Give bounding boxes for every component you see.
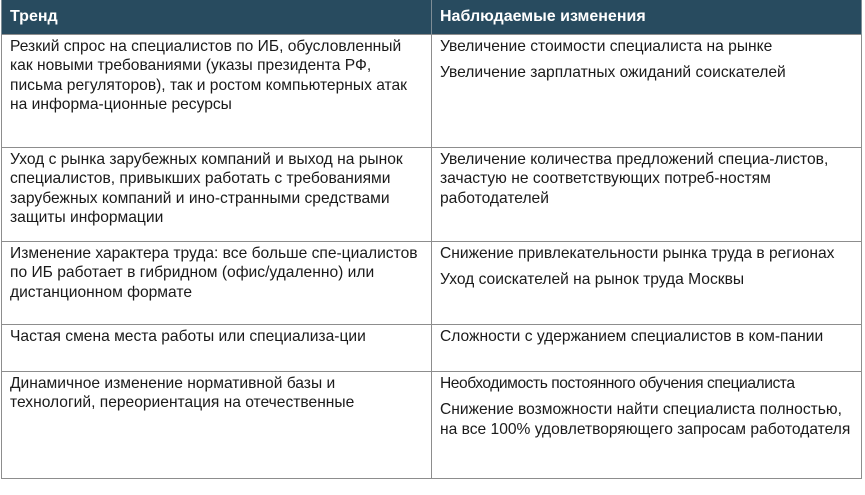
table-row xyxy=(2,242,862,325)
change-text: Необходимость постоянного обучения специалиста xyxy=(440,375,795,392)
trend-cell xyxy=(2,148,432,242)
trend-cell xyxy=(2,372,432,479)
changes-cell xyxy=(432,372,862,479)
trends-table xyxy=(1,0,862,479)
change-text: Увеличение стоимости специалиста на рынке xyxy=(440,38,773,55)
changes-cell xyxy=(432,148,862,242)
table-row xyxy=(2,372,862,479)
trend-text: Частая смена места работы или специализа-ции xyxy=(10,328,366,345)
change-text: Уход соискателей на рынок труда Москвы xyxy=(440,271,745,289)
table-row xyxy=(2,148,862,242)
changes-cell xyxy=(432,35,862,148)
trend-text: Изменение характера труда: все больше спе-циалистов по ИБ работает в гибридном (офис/удаленно) или дистанционном формате xyxy=(10,245,418,301)
changes-cell xyxy=(432,325,862,372)
change-text: Увеличение количества предложений специа-листов, зачастую не соответствующих потреб-ностям работодателей xyxy=(440,151,829,207)
header-trend: Тренд xyxy=(2,0,432,35)
change-text: Сложности с удержанием специалистов в ком-пании xyxy=(440,328,824,345)
trend-cell xyxy=(2,242,432,325)
trend-text: Уход с рынка зарубежных компаний и выход на рынок специалистов, привыкших работать с требованиями зарубежных компаний и ино-странными средствами защиты информации xyxy=(10,151,403,227)
trend-cell xyxy=(2,35,432,148)
table-row xyxy=(2,35,862,148)
trend-text: Динамичное изменение нормативной базы и технологий, переориентация на отечественные xyxy=(10,375,355,412)
trend-text: Резкий спрос на специалистов по ИБ, обусловленный как новыми требованиями (указы президента РФ, письма регуляторов), так и ростом компьютерных атак на информа-ционные ресурсы xyxy=(10,38,407,114)
table-header-row xyxy=(2,0,862,35)
change-text: Снижение привлекательности рынка труда в регионах xyxy=(440,245,835,262)
trend-cell xyxy=(2,325,432,372)
table-row xyxy=(2,325,862,372)
header-observed-changes: Наблюдаемые изменения xyxy=(432,0,862,35)
change-text: Снижение возможности найти специалиста полностью, на все 100% удовлетворяющего запросам работодателя xyxy=(440,401,851,438)
changes-cell xyxy=(432,242,862,325)
change-text: Увеличение зарплатных ожиданий соискателей xyxy=(440,64,786,82)
